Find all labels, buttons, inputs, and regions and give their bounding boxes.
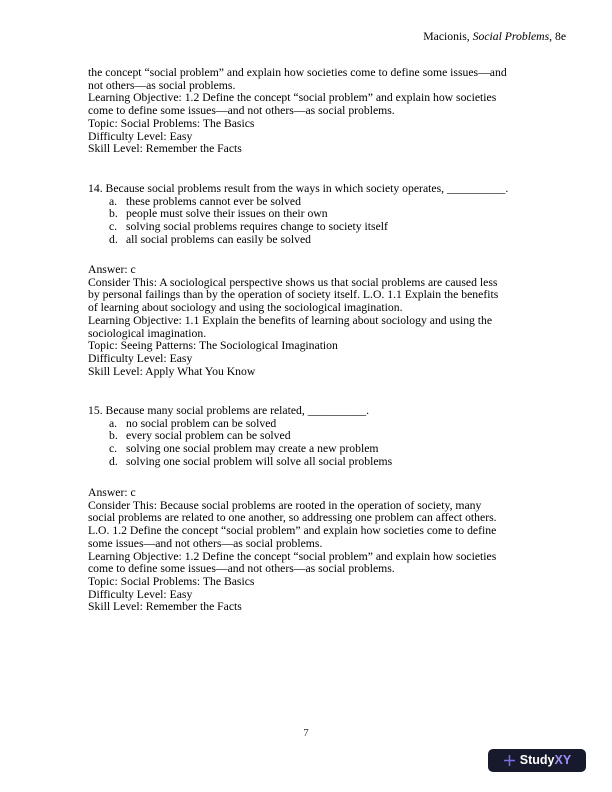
plus-icon: [503, 754, 516, 767]
text-line: of learning about sociology and using the sociological imagination.: [88, 301, 403, 315]
text-line: social problems are related to one another, so addressing one problem can affect others.: [88, 511, 497, 525]
text-line: Answer: c: [88, 263, 136, 276]
page-number: 7: [303, 727, 309, 739]
answer-option: [88, 443, 558, 456]
answer-14-block: [88, 264, 558, 378]
answer-15-block: [88, 487, 558, 614]
question-text: 14. Because social problems result from the ways in which society operates, __________.: [88, 182, 509, 195]
text-line: come to define some issues—and not others—as social problems.: [88, 562, 395, 576]
text-line: Topic: Social Problems: The Basics: [88, 116, 255, 130]
option-text: people must solve their issues on their own: [126, 207, 328, 221]
option-text: solving social problems requires change to society itself: [126, 220, 388, 234]
question-15-block: [88, 405, 558, 469]
studyxy-logo-badge[interactable]: [488, 749, 586, 772]
answer-option: [88, 456, 558, 469]
option-text: solving one social problem will solve all social problems: [126, 454, 393, 468]
answer-option: [88, 221, 558, 234]
option-text: no social problem can be solved: [126, 416, 277, 430]
option-letter: c.: [109, 442, 118, 456]
option-letter: b.: [109, 207, 118, 221]
option-letter: a.: [109, 416, 118, 430]
text-line: Answer: c: [88, 486, 136, 499]
text-line: Difficulty Level: Easy: [88, 351, 193, 365]
option-text: all social problems can easily be solved: [126, 232, 311, 246]
text-line: Consider This: A sociological perspective shows us that social problems are caused less: [88, 275, 498, 289]
text-line: Skill Level: Remember the Facts: [88, 600, 242, 614]
text-line: Topic: Social Problems: The Basics: [88, 574, 255, 588]
option-letter: d.: [109, 454, 118, 468]
option-letter: c.: [109, 220, 118, 234]
header-author: Macionis,: [423, 30, 473, 43]
text-line: Difficulty Level: Easy: [88, 587, 193, 601]
text-line: Skill Level: Apply What You Know: [88, 364, 256, 378]
text-line: the concept “social problem” and explain how societies come to define some issues—and: [88, 66, 507, 79]
paragraph-continuation-block: [88, 67, 558, 156]
brand-name: [520, 754, 571, 767]
option-text: these problems cannot ever be solved: [126, 194, 301, 208]
text-line: Skill Level: Remember the Facts: [88, 142, 242, 156]
running-header: [423, 31, 566, 44]
text-line: Learning Objective: 1.2 Define the concept “social problem” and explain how societies: [88, 549, 497, 563]
text-line: by personal failings than by the operation of society itself. L.O. 1.1 Explain the benefits: [88, 288, 499, 302]
text-line: L.O. 1.2 Define the concept “social problem” and explain how societies come to define: [88, 524, 497, 538]
header-edition: , 8e: [549, 30, 566, 43]
option-text: solving one social problem may create a new problem: [126, 442, 379, 456]
text-line: Learning Objective: 1.1 Explain the benefits of learning about sociology and using the: [88, 313, 493, 327]
text-line: sociological imagination.: [88, 326, 207, 340]
answer-option: [88, 234, 558, 247]
text-line: some issues—and not others—as social problems.: [88, 536, 323, 550]
option-letter: d.: [109, 232, 118, 246]
header-book-title: Social Problems: [472, 30, 550, 43]
question-14-block: [88, 183, 558, 247]
option-text: every social problem can be solved: [126, 429, 291, 443]
question-text: 15. Because many social problems are related, __________.: [88, 404, 370, 417]
text-line: not others—as social problems.: [88, 78, 236, 92]
text-line: Difficulty Level: Easy: [88, 129, 193, 143]
option-letter: a.: [109, 194, 118, 208]
text-line: Consider This: Because social problems are rooted in the operation of society, many: [88, 498, 482, 512]
text-line: Learning Objective: 1.2 Define the concept “social problem” and explain how societies: [88, 91, 497, 105]
text-line: Topic: Seeing Patterns: The Sociological Imagination: [88, 339, 338, 353]
brand-name-primary: Study: [519, 753, 555, 768]
text-line: come to define some issues—and not others—as social problems.: [88, 104, 395, 118]
option-letter: b.: [109, 429, 118, 443]
brand-name-secondary: XY: [554, 753, 572, 768]
